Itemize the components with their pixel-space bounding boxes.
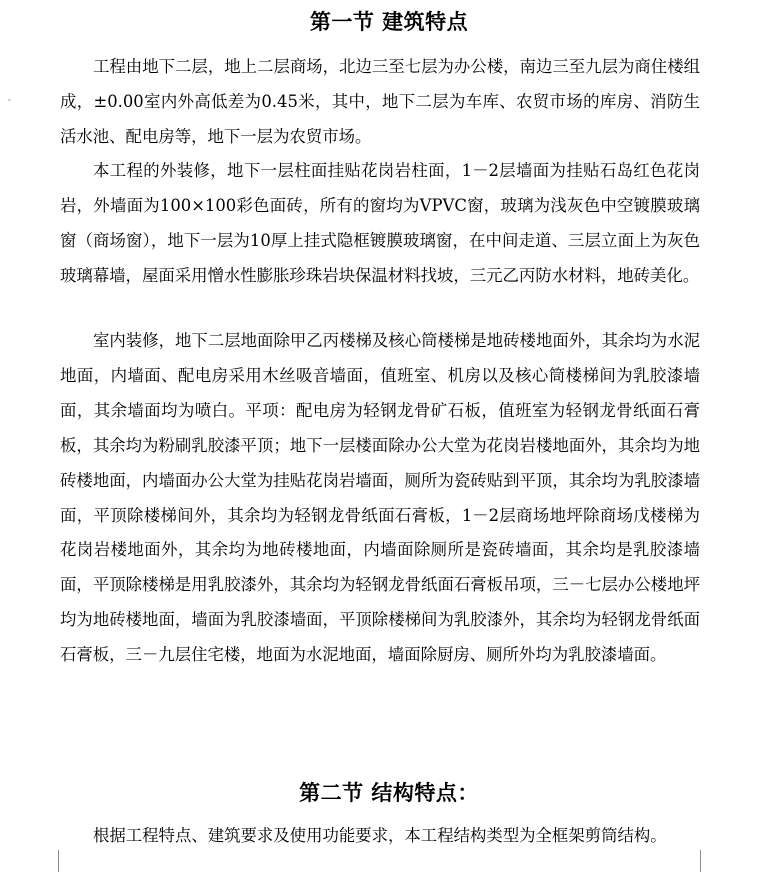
section-2-heading: 第二节 结构特点： (299, 780, 479, 806)
section-2-paragraph-1: 根据工程特点、建筑要求及使用功能要求，本工程结构类型为全框架剪筒结构。 (93, 826, 667, 845)
page-corner-mark-bottom-right (700, 850, 723, 872)
section-1-paragraph-2: 本工程的外装修，地下一层柱面挂贴花岗岩柱面，1－2层墙面为挂贴石岛红色花岗岩，外墙面为100×100彩色面砖，所有的窗均为VPVC窗，玻璃为浅灰色中空镀膜玻璃窗（商场窗），地下一层为10厚上挂式隐框镀膜玻璃窗，在中间走道、三层立面上为灰色玻璃幕墙，屋面采用憎水性膨胀珍珠岩块保温材料找坡，三元乙丙防水材料，地砖美化。 (60, 161, 700, 285)
section-1-paragraph-3: 室内装修，地下二层地面除甲乙丙楼梯及核心筒楼梯是地砖楼地面外，其余均为水泥地面，内墙面、配电房采用木丝吸音墙面，值班室、机房以及核心筒楼梯间为乳胶漆墙面，其余墙面均为喷白。平项：配电房为轻钢龙骨矿石板，值班室为轻钢龙骨纸面石膏板，其余均为粉刷乳胶漆平顶；地下一层楼面除办公大堂为花岗岩楼地面外，其余均为地砖楼地面，内墙面办公大堂为挂贴花岗岩墙面，厕所为瓷砖贴到平顶，其余均为乳胶漆墙面，平顶除楼梯间外，其余均为轻钢龙骨纸面石膏板，1－2层商场地坪除商场戊楼梯为花岗岩楼地面外，其余均为地砖楼地面，内墙面除厕所是瓷砖墙面，其余均是乳胶漆墙面，平顶除楼梯是用乳胶漆外，其余均为轻钢龙骨纸面石膏板吊项，三－七层办公楼地坪均为地砖楼地面，墙面为乳胶漆墙面，平顶除楼梯间为乳胶漆外，其余均为轻钢龙骨纸面石膏板，三－九层住宅楼，地面为水泥地面，墙面除厨房、厕所外均为乳胶漆墙面。 (60, 331, 700, 665)
section-1-paragraph-1: 工程由地下二层，地上二层商场，北边三至七层为办公楼，南边三至九层为商住楼组成，±0.00室内外高低差为0.45米，其中，地下二层为车库、农贸市场的库房、消防生活水池、配电房等，地下一层为农贸市场。 (60, 57, 700, 146)
margin-marker-icon: ⌄ (6, 94, 13, 103)
section-1-heading: 第一节 建筑特点 (309, 9, 469, 35)
page-corner-mark-bottom-left (36, 850, 59, 872)
